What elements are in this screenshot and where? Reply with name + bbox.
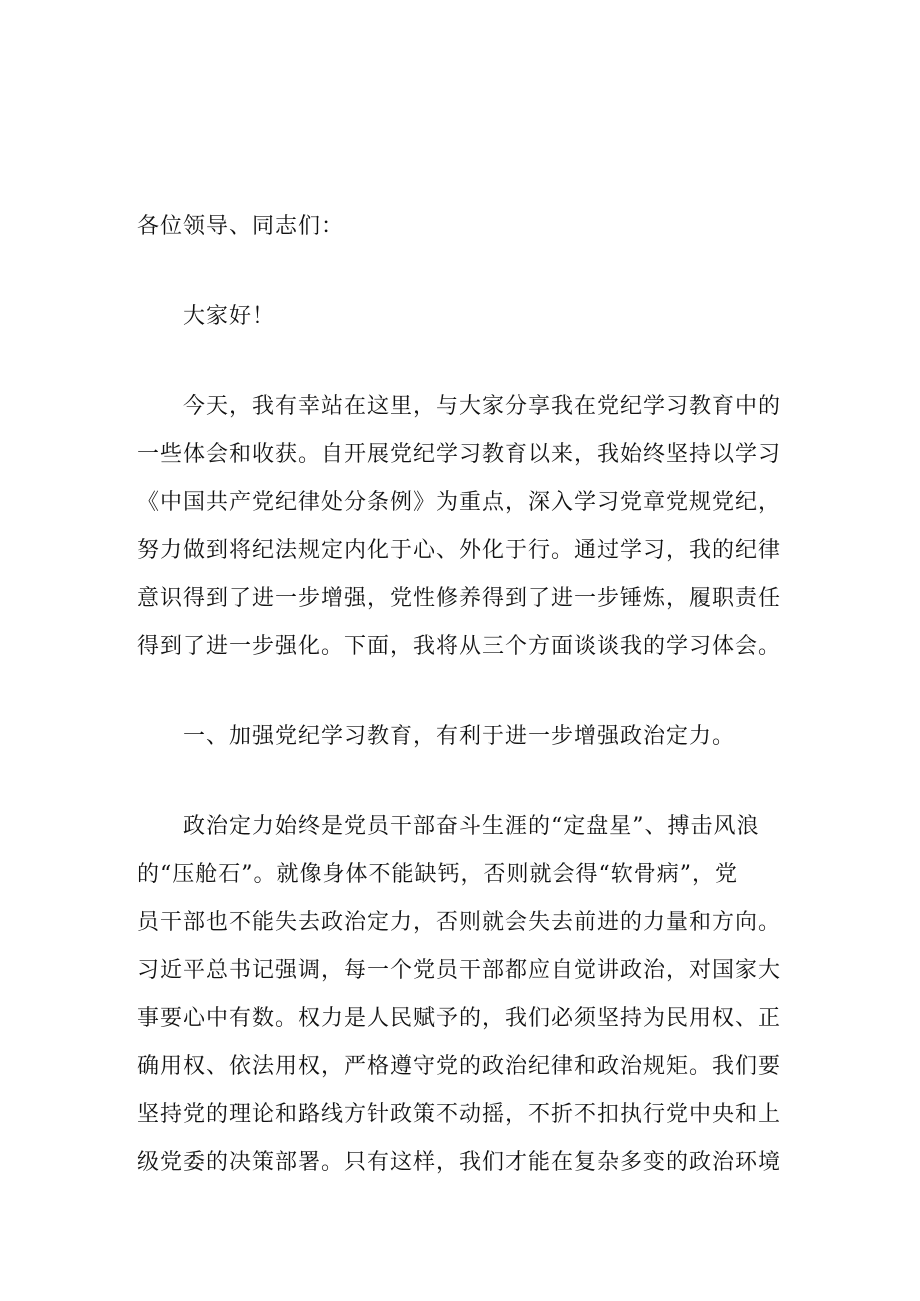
greeting: 大家好！: [183, 304, 276, 329]
paragraph-line: 事要心中有数。权力是人民赋予的，我们必须坚持为民用权、正: [137, 1006, 782, 1031]
paragraph-line: 今天，我有幸站在这里，与大家分享我在党纪学习教育中的: [183, 394, 782, 419]
paragraph-line: 努力做到将纪法规定内化于心、外化于行。通过学习，我的纪律: [137, 538, 782, 563]
paragraph-gap: [137, 251, 787, 293]
paragraph-gap: [137, 671, 787, 713]
document-body: [137, 203, 787, 1187]
intro-paragraph: [137, 383, 787, 671]
salutation: 各位领导、同志们：: [137, 214, 345, 239]
paragraph-line: 得到了进一步强化。下面，我将从三个方面谈谈我的学习体会。: [137, 634, 782, 659]
body-paragraph: [137, 803, 787, 1187]
paragraph-line: 意识得到了进一步增强，党性修养得到了进一步锤炼，履职责任: [137, 586, 782, 611]
paragraph-line: 级党委的决策部署。只有这样，我们才能在复杂多变的政治环境: [137, 1150, 782, 1175]
paragraph-line: 习近平总书记强调，每一个党员干部都应自觉讲政治，对国家大: [137, 958, 782, 983]
paragraph-line: 确用权、依法用权，严格遵守党的政治纪律和政治规矩。我们要: [137, 1054, 782, 1079]
paragraph-gap: [137, 341, 787, 383]
paragraph-line: 一些体会和收获。自开展党纪学习教育以来，我始终坚持以学习: [137, 442, 782, 467]
section-heading: 一、加强党纪学习教育，有利于进一步增强政治定力。: [183, 724, 736, 749]
paragraph-line: 政治定力始终是党员干部奋斗生涯的“定盘星”、搏击风浪: [183, 814, 760, 839]
paragraph-line: 坚持党的理论和路线方针政策不动摇，不折不扣执行党中央和上: [137, 1102, 782, 1127]
paragraph-line: 《中国共产党纪律处分条例》为重点，深入学习党章党规党纪，: [137, 490, 782, 515]
paragraph-line: 的“压舱石”。就像身体不能缺钙，否则就会得“软骨病”，党: [137, 862, 738, 887]
paragraph-line: 员干部也不能失去政治定力，否则就会失去前进的力量和方向。: [137, 910, 782, 935]
paragraph-gap: [137, 761, 787, 803]
